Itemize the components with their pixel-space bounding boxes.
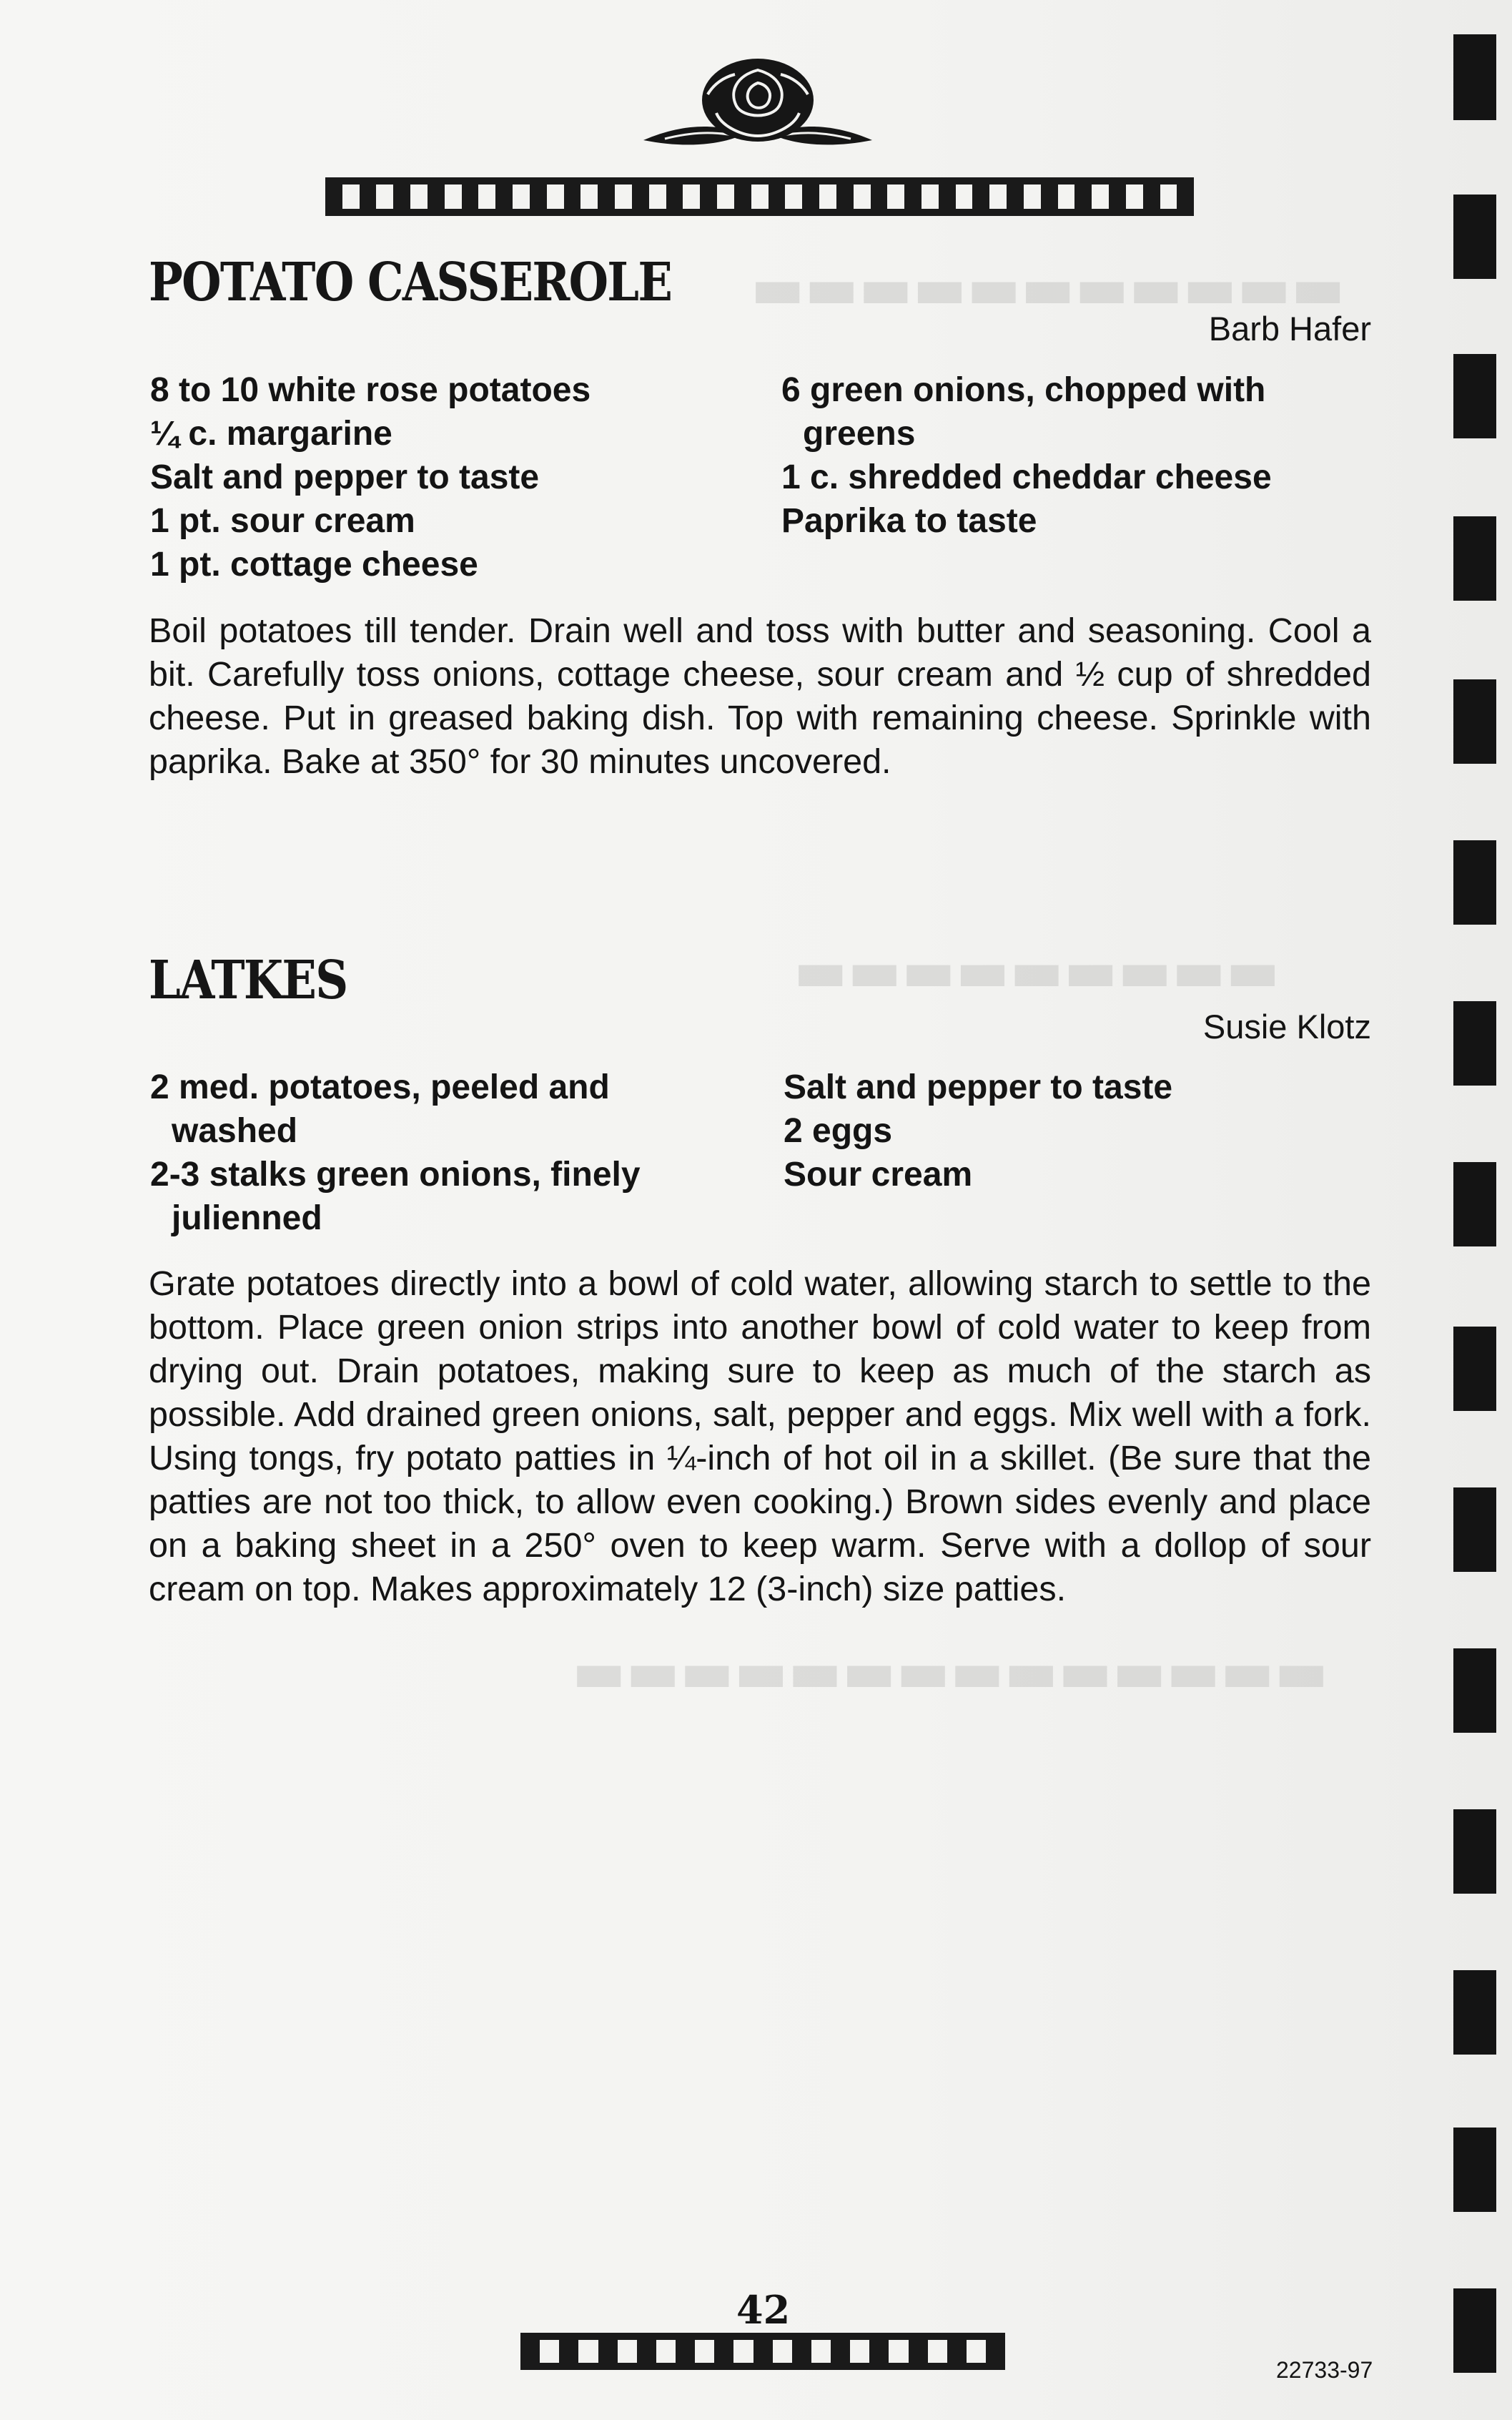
print-code: 22733-97	[1276, 2357, 1373, 2383]
ingredient-list-right	[784, 1066, 1355, 1196]
rose-emblem-icon	[636, 56, 879, 163]
ingredient: ¼ c. margarine	[150, 415, 392, 453]
ingredient: 1 pt. sour cream	[150, 502, 415, 540]
bottom-checker-divider	[520, 2333, 1005, 2370]
recipe-author: Barb Hafer	[1208, 310, 1371, 348]
ingredient: 1 c. shredded cheddar cheese	[781, 458, 1272, 496]
ingredient-list-right	[781, 368, 1368, 543]
ingredient: Salt and pepper to taste	[784, 1068, 1173, 1106]
ingredient: 2-3 stalks green onions, finely julienned	[150, 1156, 641, 1237]
ingredient: 2 med. potatoes, peeled and washed	[150, 1068, 610, 1150]
recipe-directions: Grate potatoes directly into a bowl of cold water, allowing starch to settle to the bottom. Place green onion strips into another bowl of cold water to keep from drying out. Drain potatoes, making sure to keep as much of the starch as possible. Add drained green onions, salt, pepper and eggs. Mix well with a fork. Using tongs, fry potato patties in ¼-inch of hot oil in a skillet. (Be sure that the patties are not too thick, to allow even cooking.) Brown sides evenly and place on a baking sheet in a 250° oven to keep warm. Serve with a dollop of sour cream on top. Makes approximately 12 (3-inch) size patties.	[149, 1264, 1371, 1608]
page-number: 42	[736, 2287, 791, 2333]
recipe-title: POTATO CASSEROLE	[149, 252, 672, 313]
ingredient: 2 eggs	[784, 1112, 893, 1150]
ingredient: Paprika to taste	[781, 502, 1037, 540]
ingredient-list-left	[150, 1066, 722, 1240]
ingredient: 1 pt. cottage cheese	[150, 546, 478, 584]
ingredient-list-left	[150, 368, 751, 586]
recipe-directions: Boil potatoes till tender. Drain well and toss with butter and seasoning. Cool a bit. Carefully toss onions, cottage cheese, sour cream and ½ cup of shredded cheese. Put in greased baking dish. Top with remaining cheese. Sprinkle with paprika. Bake at 350° for 30 minutes uncovered.	[149, 611, 1371, 781]
ingredient: 8 to 10 white rose potatoes	[150, 371, 591, 409]
top-checker-divider	[325, 177, 1194, 216]
ingredient: Salt and pepper to taste	[150, 458, 540, 496]
recipe-title: LATKES	[149, 950, 347, 1011]
recipe-author: Susie Klotz	[1202, 1008, 1371, 1046]
ingredient: 6 green onions, chopped with greens	[781, 371, 1266, 453]
ingredient: Sour cream	[784, 1156, 973, 1194]
